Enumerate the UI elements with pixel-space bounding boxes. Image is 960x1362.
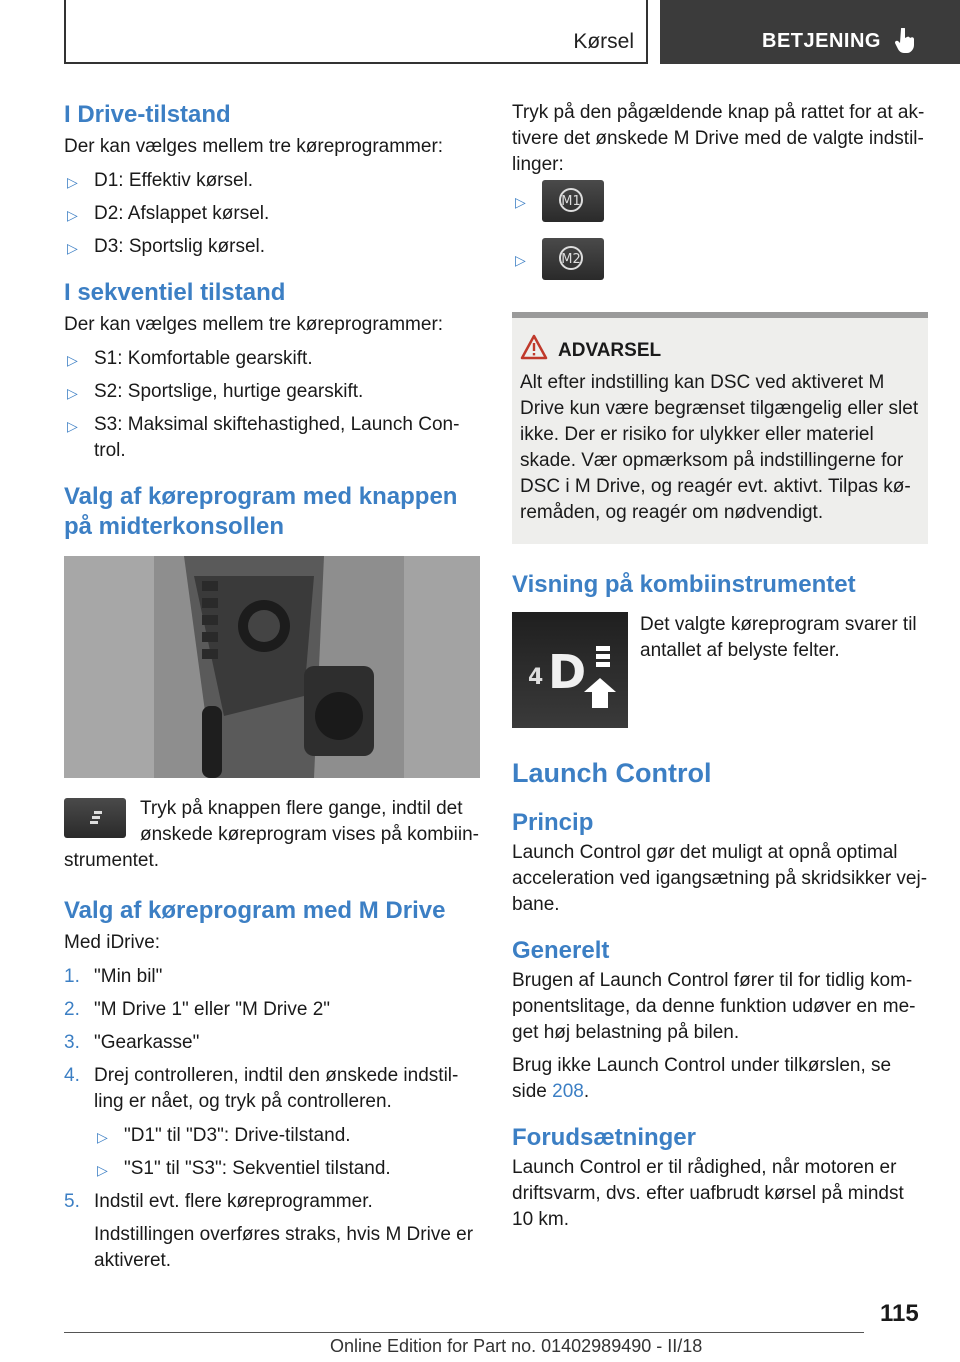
heading-s-mode: I sekventiel tilstand — [64, 279, 286, 306]
triangle-bullet-icon: ▷ — [67, 174, 78, 190]
list-item: ▷ S2: Sportslige, hurtige gearskift. — [64, 379, 482, 405]
console-button-text: Tryk på knappen flere gange, indtil det ønskede køreprogram vises på kombiin-strumentet. — [64, 798, 479, 871]
svg-text:D: D — [548, 645, 587, 699]
header-section-label: Kørsel — [573, 30, 634, 53]
step4-sublist — [94, 1123, 482, 1182]
instrument-display-block — [512, 612, 928, 728]
s-intro: Der kan vælges mellem tre køreprogrammer: — [64, 314, 444, 335]
svg-text:M1: M1 — [561, 194, 581, 209]
triangle-bullet-icon: ▷ — [97, 1162, 108, 1178]
warning-triangle-icon — [520, 334, 548, 360]
header-section-box — [64, 0, 648, 64]
heading-princip: Princip — [512, 809, 594, 836]
m-buttons-list — [512, 188, 928, 290]
warning-text: Alt efter indstilling kan DSC ved aktiveret M Drive kun være begrænset tilgængelig eller slet ikke. Der er risiko for ulykker eller materiel skade. Vær opmærksom på indstillingerne for DSC i M Drive, og reagér evt. aktivt. Tilpas kø-remåden, og reagér om nødvendigt. — [520, 372, 919, 523]
heading-launch-control: Launch Control — [512, 758, 712, 788]
list-item — [512, 188, 928, 232]
heading-instrument-display: Visning på kombiinstrumentet — [512, 571, 856, 598]
list-item: ▷ S1: Komfortable gearskift. — [64, 346, 482, 372]
list-item: ▷ D3: Sportslig kørsel. — [64, 234, 482, 260]
center-console-photo — [64, 556, 480, 778]
triangle-bullet-icon: ▷ — [67, 207, 78, 223]
page-number: 115 — [880, 1300, 919, 1327]
right-column — [512, 100, 928, 1233]
m-drive-steps — [64, 964, 482, 1274]
warning-title: ADVARSEL — [558, 340, 920, 362]
princip-text: Launch Control gør det muligt at opnå optimal acceleration ved igangsætning på skridsikker vej-bane. — [512, 842, 928, 915]
generelt-ref-text: Brug ikke Launch Control under tilkørslen, se side 208. — [512, 1055, 892, 1102]
list-item: 3. "Gearkasse" — [64, 1032, 200, 1053]
heading-generelt: Generelt — [512, 937, 610, 964]
hand-pointer-icon — [894, 28, 916, 54]
triangle-bullet-icon: ▷ — [97, 1129, 108, 1145]
heading-console-button: Valg af køreprogram med knappen på midterkonsollen — [64, 483, 458, 540]
triangle-bullet-icon: ▷ — [515, 252, 526, 268]
list-item: ▷ D2: Afslappet kørsel. — [64, 201, 482, 227]
list-item: ▷ "D1" til "D3": Drive-tilstand. — [94, 1123, 482, 1149]
list-item: 2. "M Drive 1" eller "M Drive 2" — [64, 999, 331, 1020]
heading-d-mode: I Drive-tilstand — [64, 101, 231, 128]
heading-forudsaetninger: Forudsætninger — [512, 1124, 696, 1151]
m1-button-icon — [542, 180, 604, 222]
console-button-instruction — [64, 796, 482, 874]
footer-divider — [64, 1332, 864, 1333]
list-item: 5. Indstil evt. flere køreprogrammer. Indstillingen overføres straks, hvis M Drive er aktiveret. — [64, 1189, 482, 1274]
list-item: ▷ D1: Effektiv kørsel. — [64, 168, 482, 194]
list-item: ▷ "S1" til "S3": Sekventiel tilstand. — [94, 1156, 482, 1182]
warning-box — [512, 312, 928, 544]
list-item: 4. Drej controlleren, indtil den ønskede indstil-ling er nået, og tryk på controlleren. ▷ "D1" til "D3": Drive-tilstand. ▷ "S1" til "S3": Sekventiel tilstand. — [64, 1063, 482, 1182]
drive-mode-button-icon — [64, 798, 126, 838]
d-intro: Der kan vælges mellem tre køreprogrammer: — [64, 136, 444, 157]
list-item: ▷ S3: Maksimal skiftehastighed, Launch Con-trol. — [67, 414, 460, 461]
list-item: 1. "Min bil" — [64, 966, 163, 987]
page-link[interactable]: 208 — [552, 1081, 584, 1102]
d-list — [64, 168, 482, 260]
generelt-text: Brugen af Launch Control fører til for tidlig kom-ponentslitage, da denne funktion udøver en me-get høj belastning på bilen. — [512, 970, 916, 1043]
triangle-bullet-icon: ▷ — [67, 240, 78, 256]
list-item — [512, 246, 928, 290]
triangle-bullet-icon: ▷ — [67, 352, 78, 368]
instrument-display-text: Det valgte køreprogram svarer til antallet af belyste felter. — [640, 614, 917, 661]
heading-m-drive: Valg af køreprogram med M Drive — [64, 897, 446, 924]
m2-button-icon — [542, 238, 604, 280]
triangle-bullet-icon: ▷ — [67, 385, 78, 401]
instrument-display-image — [512, 612, 628, 728]
header-chapter-box — [660, 0, 960, 64]
s-list — [64, 346, 482, 464]
header-chapter-label: BETJENING — [762, 30, 881, 52]
triangle-bullet-icon: ▷ — [67, 418, 78, 434]
m-drive-intro: Med iDrive: — [64, 932, 161, 953]
steering-button-intro: Tryk på den pågældende knap på rattet for at ak-tivere det ønskede M Drive med de valgte indstil-linger: — [512, 102, 925, 175]
step5-note: Indstillingen overføres straks, hvis M Drive er aktiveret. — [94, 1224, 474, 1271]
footer-edition: Online Edition for Part no. 01402989490 - II/18 — [330, 1336, 703, 1356]
svg-text:4: 4 — [528, 665, 544, 690]
forudsaetninger-text: Launch Control er til rådighed, når motoren er driftsvarm, dvs. efter uafbrudt kørsel på mindst 10 km. — [512, 1157, 904, 1230]
triangle-bullet-icon: ▷ — [515, 194, 526, 210]
left-column — [64, 100, 482, 1281]
svg-text:M2: M2 — [561, 252, 581, 267]
